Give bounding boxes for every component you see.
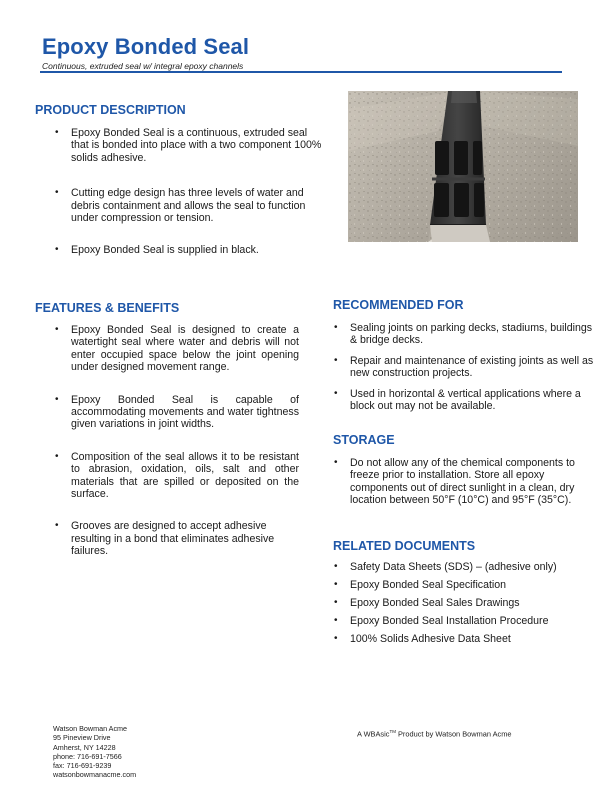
list-item: • 100% Solids Adhesive Data Sheet: [332, 633, 594, 645]
page-subtitle: Continuous, extruded seal w/ integral epoxy channels: [42, 61, 244, 71]
footer-brand: [357, 729, 512, 738]
list-item: • Epoxy Bonded Seal is supplied in black.: [53, 244, 323, 256]
recommended-heading: RECOMMENDED FOR: [333, 298, 464, 312]
footer-city: Amherst, NY 14228: [53, 742, 116, 752]
list-item: • Sealing joints on parking decks, stadiums, buildings & bridge decks.: [332, 322, 594, 347]
brand-prefix: A WBAsic: [357, 729, 390, 739]
title-rule: [40, 71, 562, 73]
storage-list: [332, 457, 594, 507]
brand-trademark: TM: [389, 729, 396, 734]
footer-website[interactable]: watsonbowmanacme.com: [53, 770, 137, 780]
list-item: • Safety Data Sheets (SDS) – (adhesive only): [332, 561, 594, 573]
product-description-heading: PRODUCT DESCRIPTION: [35, 103, 186, 117]
footer-street: 95 Pineview Drive: [53, 733, 111, 743]
list-item: • Epoxy Bonded Seal Sales Drawings: [332, 597, 594, 609]
product-description-list: [53, 127, 323, 257]
related-heading: RELATED DOCUMENTS: [333, 539, 476, 553]
list-item: • Repair and maintenance of existing joints as well as new construction projects.: [332, 355, 594, 380]
list-item: • Cutting edge design has three levels of water and debris containment and allows the seal to function under compression or tension.: [53, 187, 323, 224]
list-item: • Epoxy Bonded Seal is capable of accommodating movements and water tightness given variations in joint widths.: [53, 394, 299, 431]
list-item: • Epoxy Bonded Seal is a continuous, extruded seal that is bonded into place with a two component 100% solids adhesive.: [53, 127, 323, 164]
features-list: [53, 324, 299, 558]
features-heading: FEATURES & BENEFITS: [35, 301, 180, 315]
related-list: [332, 561, 594, 645]
list-item: • Do not allow any of the chemical components to freeze prior to installation. Store all epoxy components out of direct sunlight in a clean, dry location between 50°F (10°C) and 95°F (35°C).: [332, 457, 594, 507]
footer-address: [53, 724, 136, 780]
page-title: Epoxy Bonded Seal: [42, 34, 250, 59]
footer-company: Watson Bowman Acme: [53, 724, 128, 733]
list-item: • Epoxy Bonded Seal Installation Procedure: [332, 615, 594, 627]
list-item: • Epoxy Bonded Seal Specification: [332, 579, 594, 591]
footer-phone: phone: 716-691-7566: [53, 751, 122, 761]
list-item: • Used in horizontal & vertical applications where a block out may not be available.: [332, 388, 594, 413]
recommended-list: [332, 322, 594, 412]
product-photo: [348, 91, 578, 242]
list-item: • Composition of the seal allows it to be resistant to abrasion, oxidation, oils, salt and other materials that are spilled or deposited on the surface.: [53, 451, 299, 501]
list-item: • Grooves are designed to accept adhesive resulting in a bond that eliminates adhesive failures.: [53, 520, 299, 557]
storage-heading: STORAGE: [333, 433, 395, 447]
list-item: • Epoxy Bonded Seal is designed to create a watertight seal where water and debris will not enter occupied space below the joint opening under designed movement range.: [53, 324, 299, 374]
brand-suffix: Product by Watson Bowman Acme: [395, 729, 512, 739]
footer-fax: fax: 716-691-9239: [53, 761, 112, 771]
